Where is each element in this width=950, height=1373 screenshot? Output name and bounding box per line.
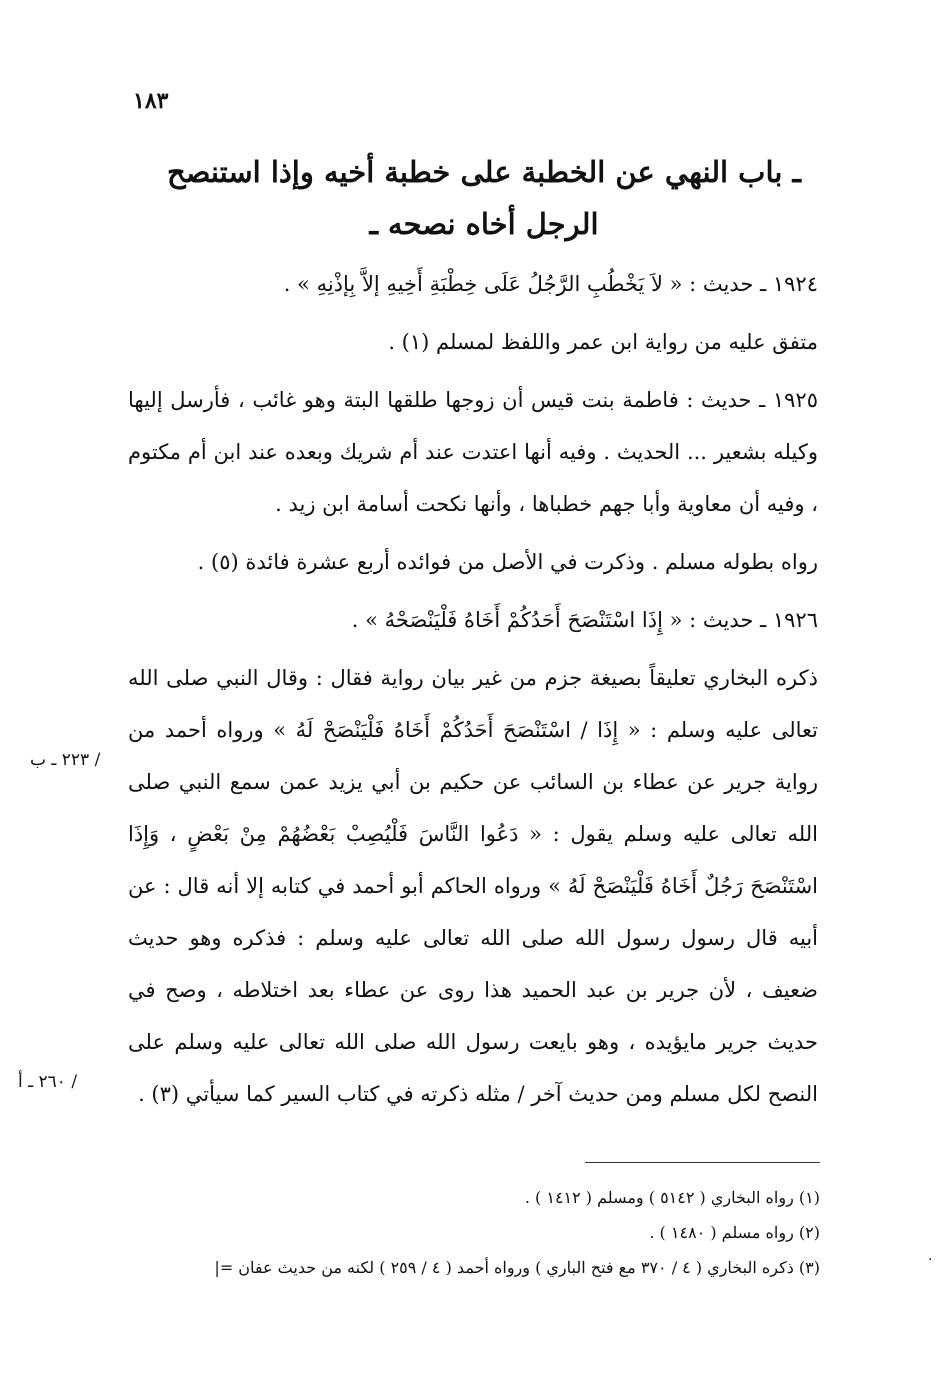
- hadith-1925: ١٩٢٥ ـ حديث : فاطمة بنت قيس أن زوجها طلقها البتة وهو غائب ، فأرسل إليها وكيله بشعير ... الحديث . وفيه أنها اعتدت عند أم شريك وبعده عند ابن أم مكتوم ، وفيه أن معاوية وأبا جهم خطباها ، وأنها نكحت أسامة ابن زيد .: [128, 388, 818, 516]
- takhrij-1924: متفق عليه من رواية ابن عمر واللفظ لمسلم (١) .: [388, 330, 818, 354]
- hadith-1926: ١٩٢٦ ـ حديث : « إِذَا اسْتَنْصَحَ أَحَدُكُمْ أَخَاهُ فَلْيَنْصَحْهُ » .: [351, 608, 818, 632]
- takhrij-1926: ذكره البخاري تعليقاً بصيغة جزم من غير بيان رواية فقال : وقال النبي صلى الله تعالى عليه وسلم : « إِذَا / اسْتَنْصَحَ أَحَدُكُمْ أَخَاهُ فَلْيَنْصَحْ لَهُ » ورواه أحمد من رواية جرير عن عطاء بن السائب عن حكيم بن أبي يزيد عمن سمع النبي صلى الله تعالى عليه وسلم يقول : « دَعُوا النَّاسَ فَلْيُصِبْ بَعْضُهُمْ مِنْ بَعْضٍ ، وَإِذَا اسْتَنْصَحَ رَجُلٌ أَخَاهُ فَلْيَنْصَحْ لَهُ » ورواه الحاكم أبو أحمد في كتابه إلا أنه قال : عن أبيه قال رسول رسول الله صلى الله تعالى عليه وسلم : فذكره وهو حديث ضعيف ، لأن جرير بن عبد الحميد هذا روى عن عطاء بعد اختلاطه ، وصح في حديث جرير مايؤيده ، وهو بايعت رسول الله صلى الله تعالى عليه وسلم على النصح لكل مسلم ومن حديث آخر / مثله ذكرته في كتاب السير كما سيأتي (٣) .: [128, 666, 818, 1106]
- takhrij-1925: رواه بطوله مسلم . وذكرت في الأصل من فوائده أربع عشرة فائدة (٥) .: [197, 550, 818, 574]
- stray-mark: ·: [928, 1252, 933, 1268]
- margin-note-1: / ٢٢٣ ـ ب: [30, 750, 101, 770]
- hadith-1924: ١٩٢٤ ـ حديث : « لاَ يَخْطُبِ الرَّجُلُ عَلَى خِطْبَةِ أَخِيهِ إلاَّ بِإذْنِهِ » .: [283, 272, 818, 296]
- body-text: [128, 258, 818, 1126]
- footnotes: [100, 1180, 820, 1285]
- margin-note-2: / ٢٦٠ ـ أ: [18, 1072, 78, 1092]
- footnote-divider: [585, 1162, 820, 1163]
- page-number: ١٨٣: [133, 88, 169, 114]
- chapter-title: [128, 146, 840, 250]
- footnote-1: (١) رواه البخاري ( ٥١٤٢ ) ومسلم ( ١٤١٢ ) .: [524, 1188, 820, 1207]
- title-line-1: ـ باب النهي عن الخطبة على خطبة أخيه وإذا استنصح: [167, 155, 801, 189]
- footnote-3: (٣) ذكره البخاري ( ٤ / ٣٧٠ مع فتح الباري ) ورواه أحمد ( ٤ / ٢٥٩ ) لكنه من حديث عفان =|: [214, 1258, 820, 1277]
- title-line-2: الرجل أخاه نصحه ـ: [369, 207, 599, 241]
- footnote-2: (٢) رواه مسلم ( ١٤٨٠ ) .: [649, 1223, 820, 1242]
